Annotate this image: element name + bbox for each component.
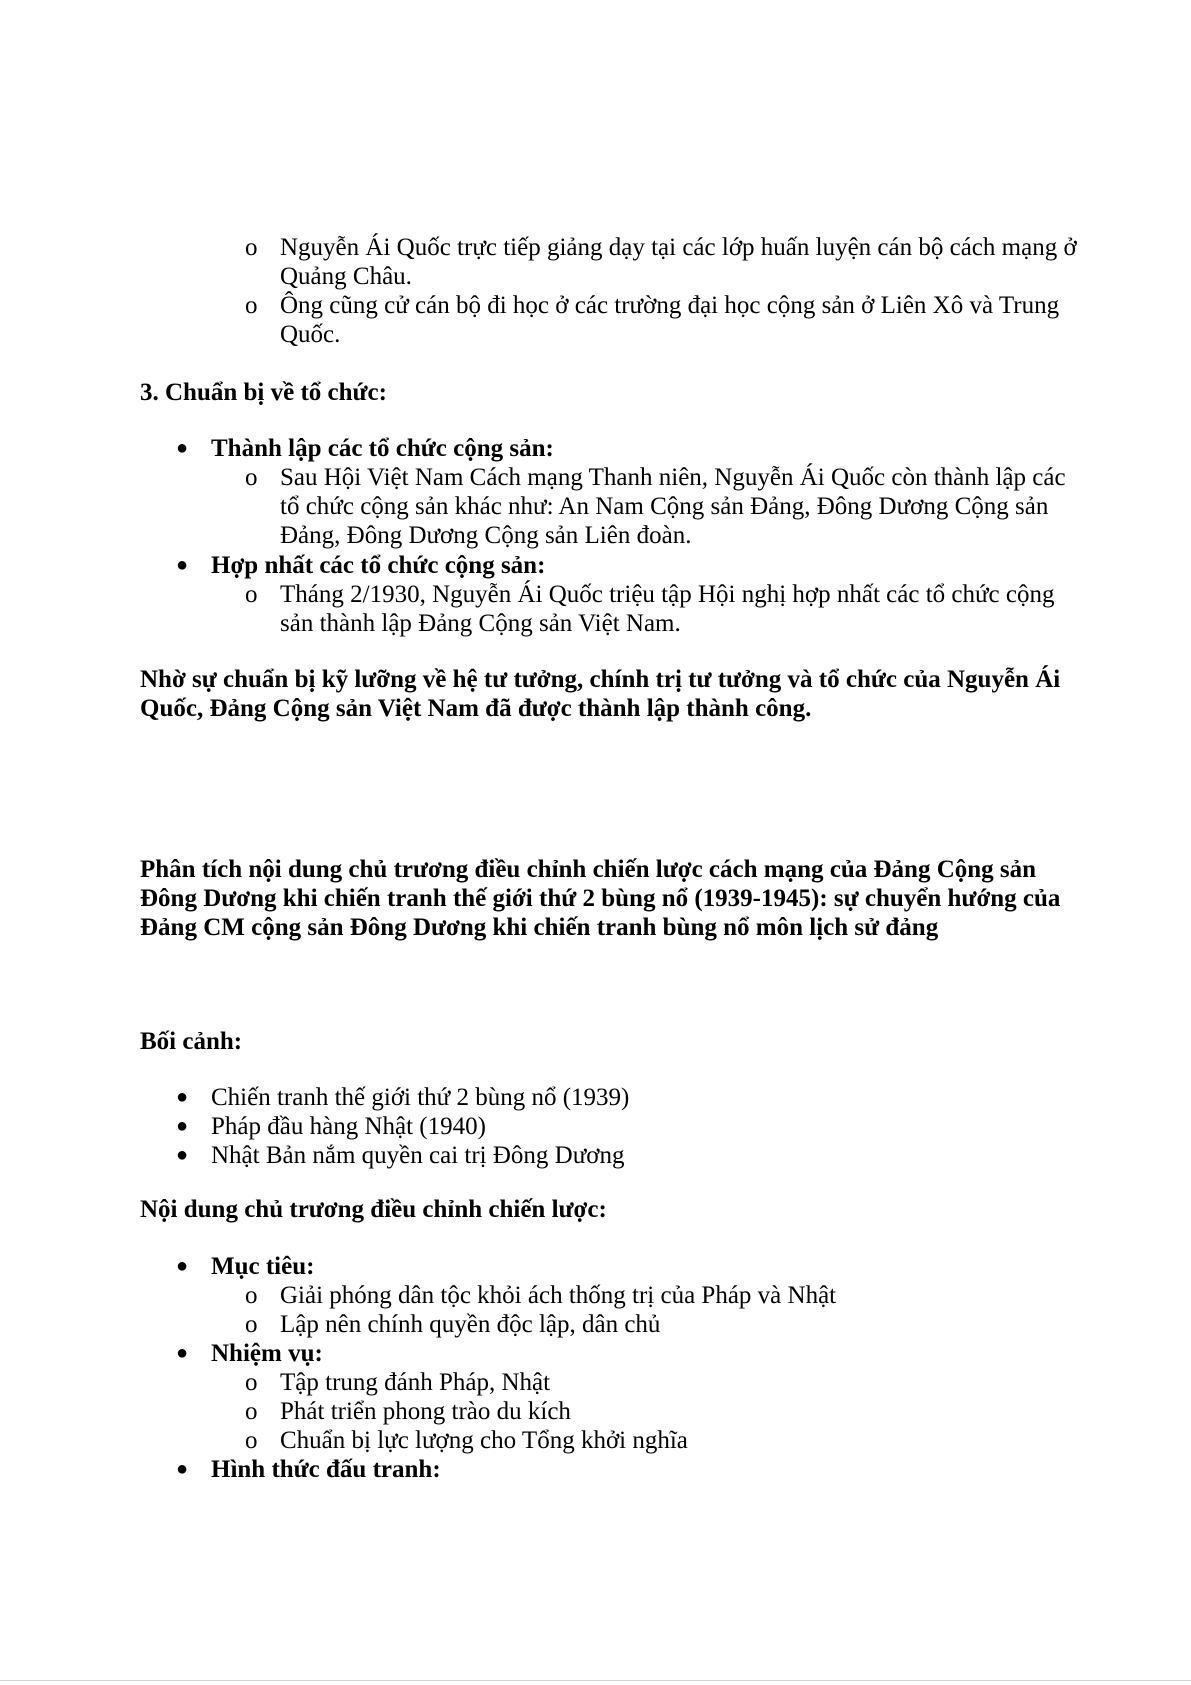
list-item-label: Thành lập các tổ chức cộng sản: — [211, 435, 554, 462]
list-item-text: Tháng 2/1930, Nguyễn Ái Quốc triệu tập Hội nghị hợp nhất các tổ chức cộng sản thành lập Đảng Cộng sản Việt Nam. — [280, 581, 1055, 637]
bullet-icon: ● — [176, 1086, 189, 1108]
list-item-text: Tập trung đánh Pháp, Nhật — [280, 1369, 551, 1396]
bullet-icon: ● — [176, 1115, 189, 1137]
list-item-label: Nhiệm vụ: — [211, 1340, 323, 1367]
section-heading: 3. Chuẩn bị về tổ chức: — [140, 379, 387, 406]
list-item-text: Lập nên chính quyền độc lập, dân chủ — [280, 1311, 661, 1338]
list-item-text: Chiến tranh thế giới thứ 2 bùng nổ (1939) — [211, 1084, 630, 1111]
bullet-icon: ● — [176, 554, 189, 576]
circle-bullet-icon: o — [245, 464, 258, 491]
list-item-label: Hợp nhất các tổ chức cộng sản: — [211, 552, 546, 579]
bullet-icon: ● — [176, 437, 189, 459]
circle-bullet-icon: o — [245, 234, 258, 261]
list-item-text: Sau Hội Việt Nam Cách mạng Thanh niên, Nguyễn Ái Quốc còn thành lập các tổ chức cộng sản khác như: An Nam Cộng sản Đảng, Đông Dương Cộng sản Đảng, Đông Dương Cộng sản Liên đoàn. — [280, 464, 1066, 549]
circle-bullet-icon: o — [245, 1282, 258, 1309]
list-item-text: Nhật Bản nắm quyền cai trị Đông Dương — [211, 1142, 625, 1169]
list-item-text: Pháp đầu hàng Nhật (1940) — [211, 1113, 486, 1140]
bullet-icon: ● — [176, 1144, 189, 1166]
circle-bullet-icon: o — [245, 1311, 258, 1338]
page-edge-divider — [0, 1680, 1191, 1681]
circle-bullet-icon: o — [245, 1398, 258, 1425]
strategy-heading: Nội dung chủ trương điều chỉnh chiến lược: — [140, 1196, 607, 1223]
circle-bullet-icon: o — [245, 292, 258, 319]
conclusion-paragraph: Nhờ sự chuẩn bị kỹ lưỡng về hệ tư tưởng, chính trị tư tưởng và tổ chức của Nguyễn Ái Quốc, Đảng Cộng sản Việt Nam đã được thành lập thành công. — [140, 666, 1061, 722]
question-heading: Phân tích nội dung chủ trương điều chỉnh chiến lược cách mạng của Đảng Cộng sản Đông Dương khi chiến tranh thế giới thứ 2 bùng nổ (1939-1945): sự chuyển hướng của Đảng CM cộng sản Đông Dương khi chiến tranh bùng nổ môn lịch sử đảng — [140, 856, 1061, 941]
list-item-text: Giải phóng dân tộc khỏi ách thống trị của Pháp và Nhật — [280, 1282, 837, 1309]
list-item-text: Nguyễn Ái Quốc trực tiếp giảng dạy tại các lớp huấn luyện cán bộ cách mạng ở Quảng Châu. — [280, 234, 1077, 290]
list-item-label: Mục tiêu: — [211, 1253, 315, 1280]
bullet-icon: ● — [176, 1342, 189, 1364]
list-item-text: Phát triển phong trào du kích — [280, 1398, 571, 1425]
context-heading: Bối cảnh: — [140, 1028, 243, 1055]
circle-bullet-icon: o — [245, 1427, 258, 1454]
circle-bullet-icon: o — [245, 581, 258, 608]
list-item-text: Chuẩn bị lực lượng cho Tổng khởi nghĩa — [280, 1427, 688, 1454]
list-item-label: Hình thức đấu tranh: — [211, 1456, 441, 1483]
list-item-text: Ông cũng cử cán bộ đi học ở các trường đại học cộng sản ở Liên Xô và Trung Quốc. — [280, 292, 1060, 348]
circle-bullet-icon: o — [245, 1369, 258, 1396]
bullet-icon: ● — [176, 1255, 189, 1277]
bullet-icon: ● — [176, 1458, 189, 1480]
